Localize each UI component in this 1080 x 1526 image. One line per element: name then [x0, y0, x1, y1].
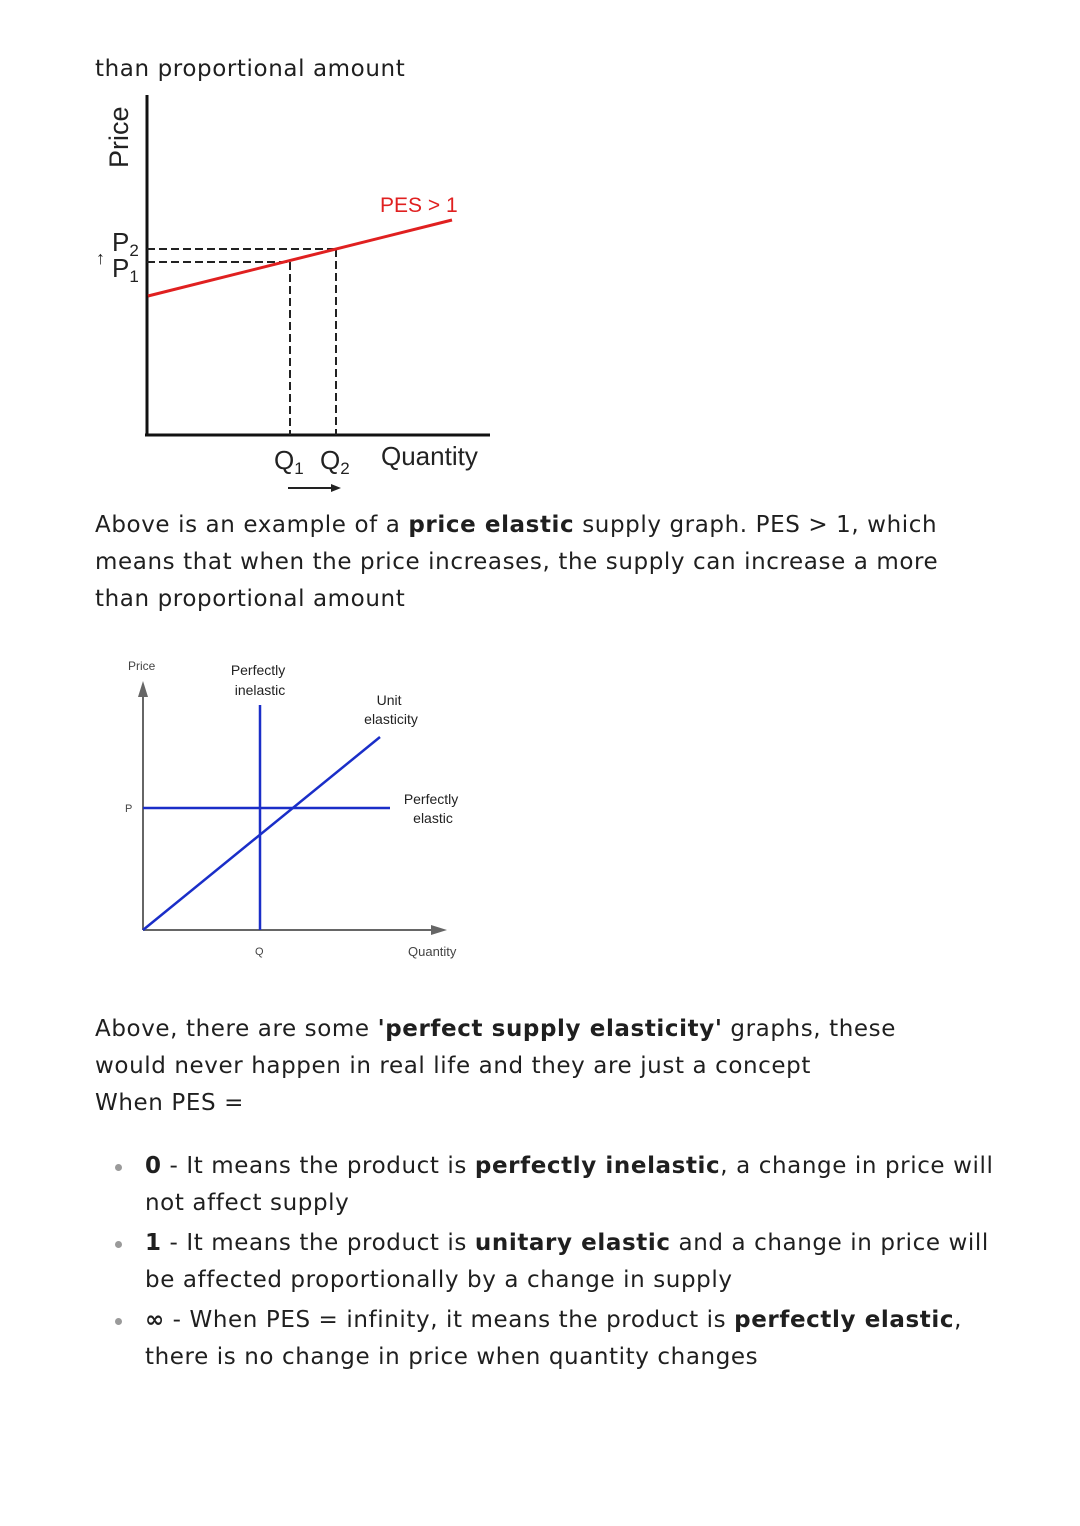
- price-axis-label: Price: [104, 106, 134, 168]
- pes-value: 0: [145, 1153, 162, 1179]
- q-label: Q: [255, 946, 264, 958]
- bullet-dot-icon: [115, 1241, 122, 1248]
- quantity-axis-label: Quantity: [381, 441, 478, 471]
- bullet-dot-icon: [115, 1318, 122, 1325]
- text-fragment: than proportional amount: [95, 56, 406, 82]
- q1-label: Q1: [274, 445, 304, 478]
- bold-term: unitary elastic: [474, 1230, 671, 1256]
- pes-value: 1: [145, 1230, 162, 1256]
- when-pes-text: When PES =: [95, 1090, 244, 1116]
- bold-term: perfectly elastic: [734, 1307, 955, 1333]
- pes-elastic-chart: [0, 90, 560, 510]
- bullet-dot-icon: [115, 1164, 122, 1171]
- pes-value: ∞: [145, 1307, 165, 1333]
- p-label: P: [125, 803, 133, 815]
- bold-term: 'perfect supply elasticity': [377, 1016, 723, 1042]
- perfectly-inelastic-label: Perfectly inelastic: [230, 662, 286, 698]
- price-increase-arrow: ↑: [96, 248, 105, 268]
- perfectly-elastic-label: Perfectly elastic: [403, 791, 459, 826]
- list-item: 0 - It means the product is perfectly inelastic, a change in price will not affect supply: [95, 1148, 1015, 1222]
- perfect-elasticity-chart: [100, 650, 500, 970]
- concept-paragraph: Above, there are some 'perfect supply elasticity' graphs, these would never happen in real life and they are just a concept When PES =: [95, 1016, 896, 1116]
- x-axis-arrowhead: [431, 925, 447, 935]
- unit-elasticity-line: [143, 737, 380, 930]
- unit-elasticity-label: Unit elasticity: [364, 692, 418, 727]
- q2-label: Q2: [320, 445, 350, 478]
- list-item: 1 - It means the product is unitary elastic and a change in price will be affected proportionally by a change in supply: [95, 1225, 1015, 1299]
- pes-values-list: [95, 1148, 1015, 1379]
- p1-label: P1: [112, 253, 139, 286]
- supply-curve: [148, 220, 452, 296]
- bold-term: price elastic: [408, 512, 575, 538]
- list-item: ∞ - When PES = infinity, it means the product is perfectly elastic, there is no change in price when quantity changes: [95, 1302, 1015, 1376]
- bold-term: perfectly inelastic: [474, 1153, 721, 1179]
- p2-label: P2: [112, 227, 139, 260]
- description-paragraph: Above is an example of a price elastic supply graph. PES > 1, which means that when the price increases, the supply can increase a more than proportional amount: [95, 512, 939, 612]
- quantity-increase-arrowhead: [331, 484, 341, 492]
- y-axis-arrowhead: [138, 681, 148, 697]
- quantity-axis-label: Quantity: [408, 944, 457, 959]
- price-axis-label: Price: [128, 659, 156, 673]
- curve-label: PES > 1: [380, 194, 458, 217]
